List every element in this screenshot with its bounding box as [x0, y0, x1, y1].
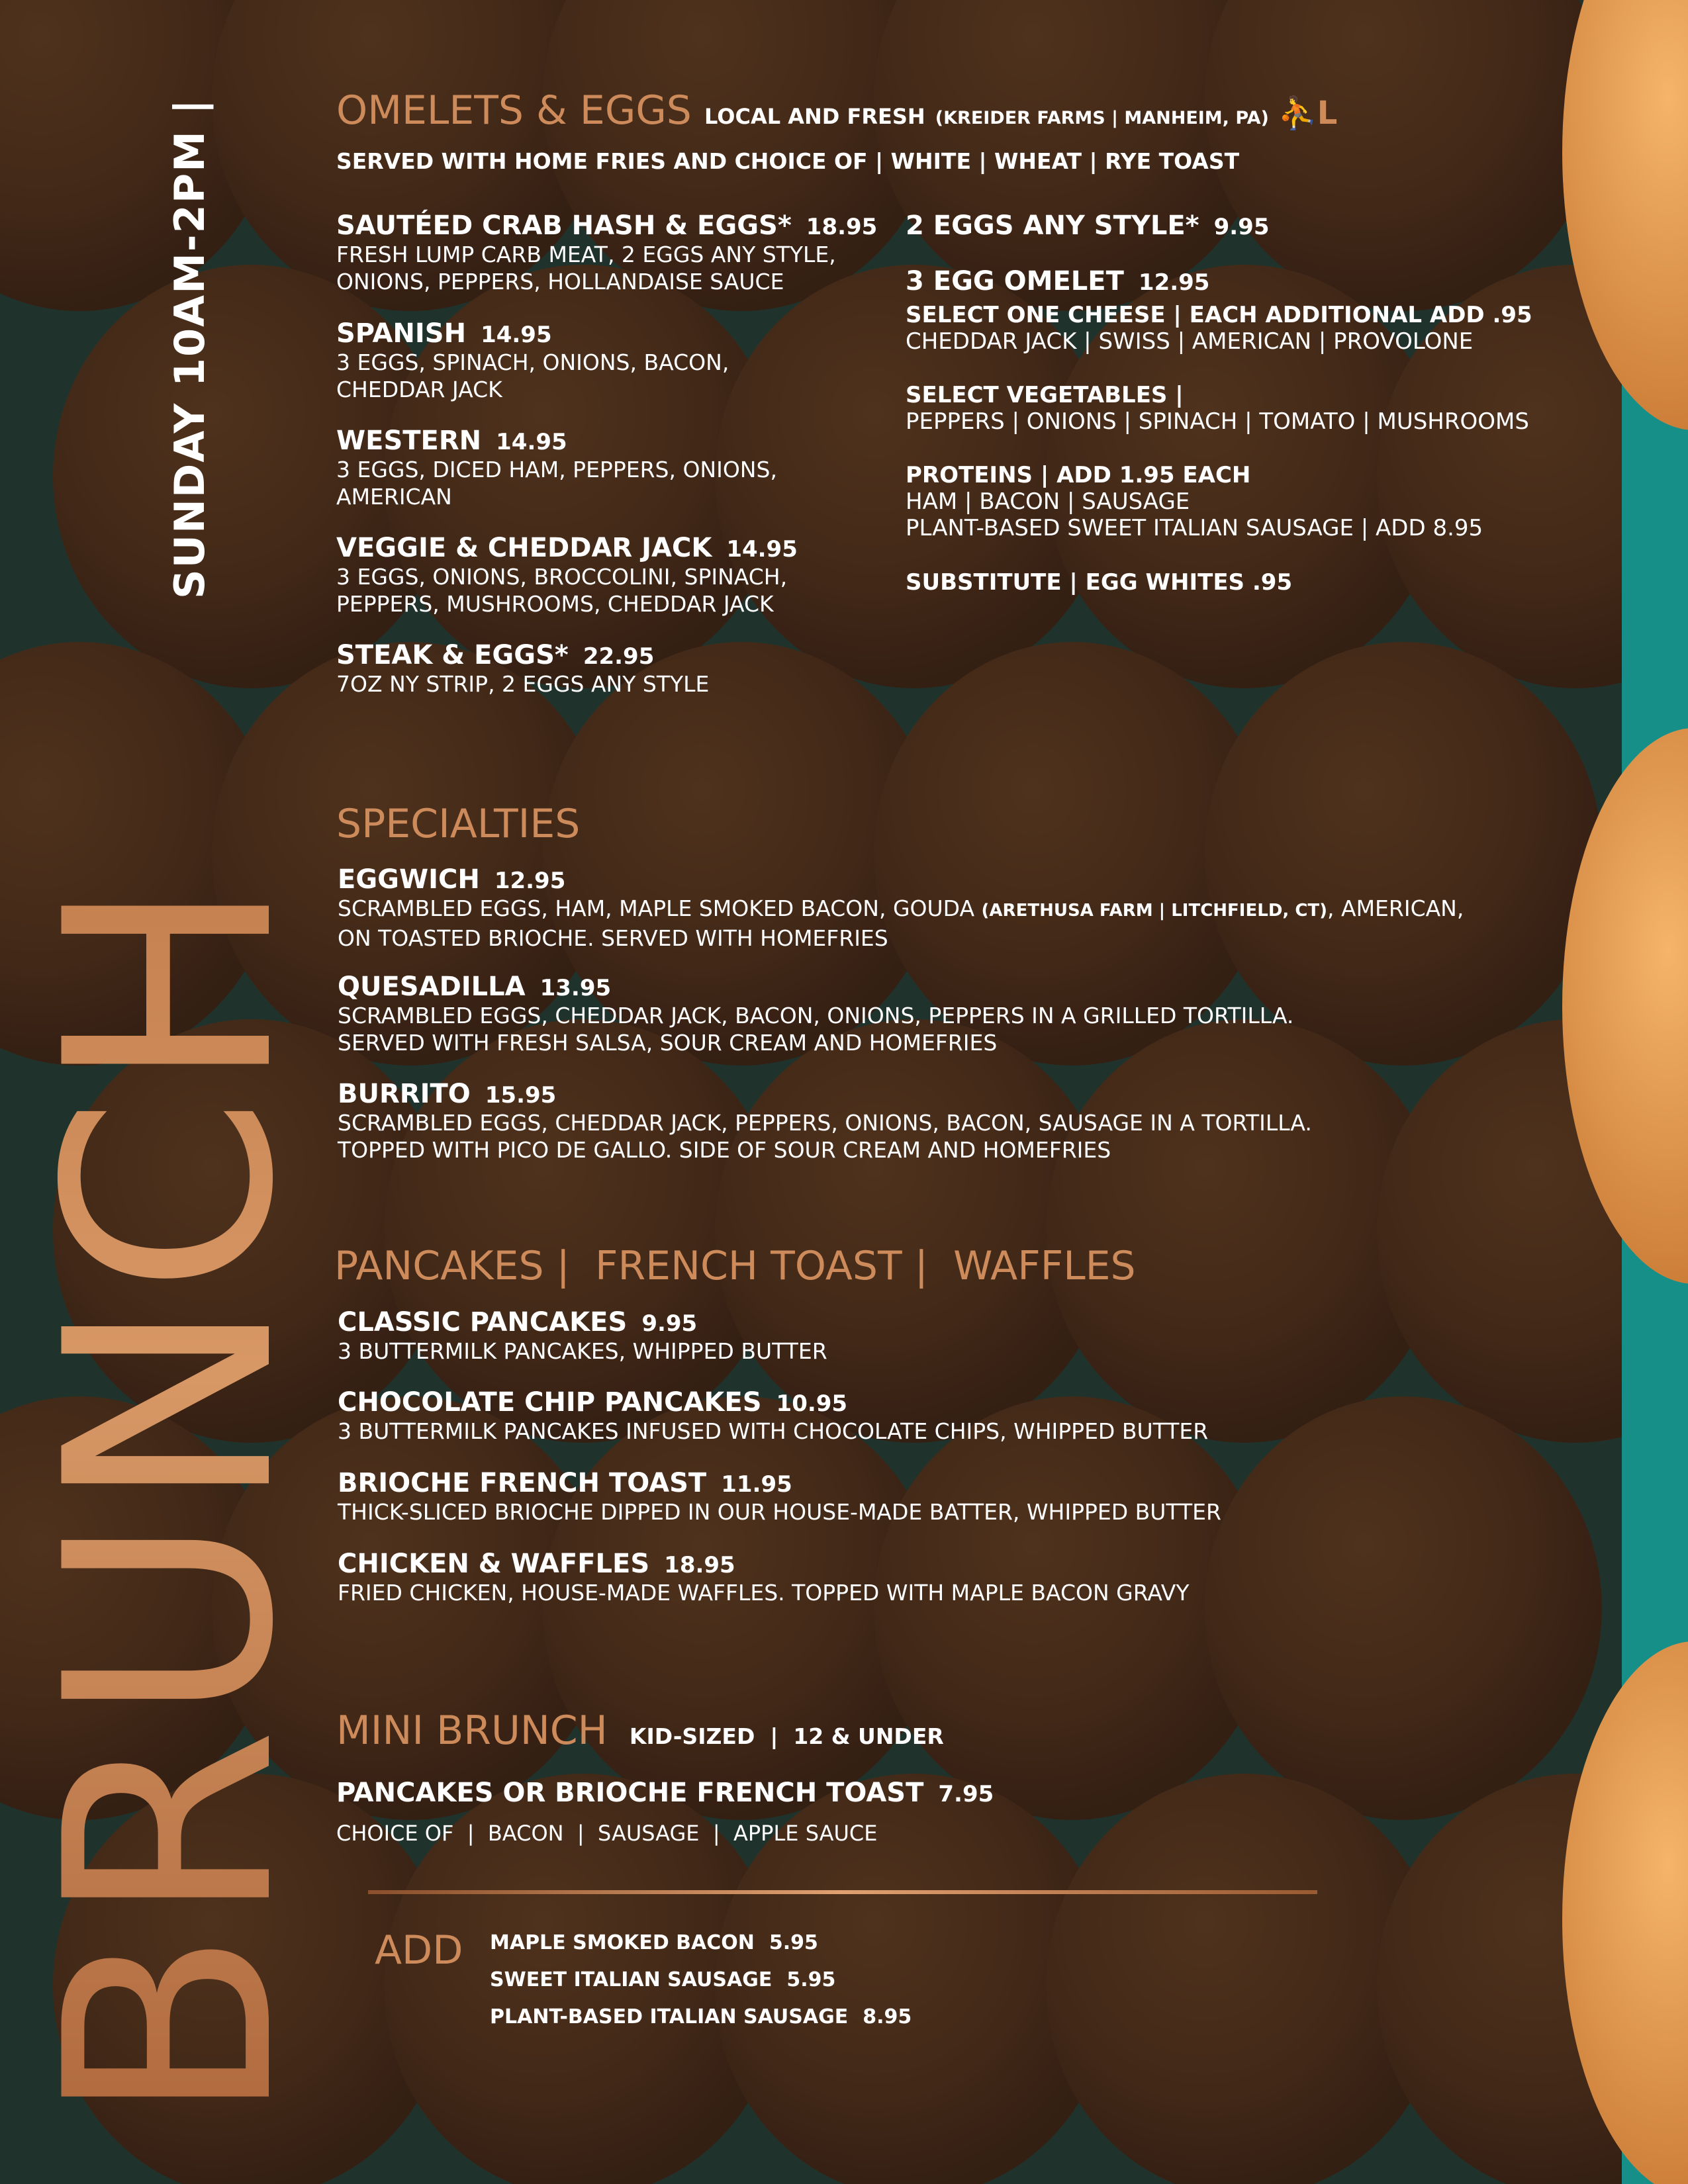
item-desc: ON TOASTED BRIOCHE. SERVED WITH HOMEFRIES	[338, 925, 888, 951]
item-desc: , AMERICAN,	[1327, 895, 1464, 921]
item-name: 2 EGGS ANY STYLE*	[906, 210, 1199, 241]
item-name: CHICKEN & WAFFLES	[338, 1549, 650, 1579]
omelets-source: (KREIDER FARMS | MANHEIM, PA)	[935, 108, 1269, 128]
menu-item	[906, 266, 1209, 296]
omelets-title: OMELETS & EGGS	[336, 87, 692, 134]
add-item-price: 5.95	[769, 1931, 818, 1954]
add-item-name: PLANT-BASED ITALIAN SAUSAGE	[490, 2005, 849, 2028]
item-price: 10.95	[776, 1390, 848, 1417]
item-desc: 3 BUTTERMILK PANCAKES INFUSED WITH CHOCOLATE CHIPS, WHIPPED BUTTER	[338, 1418, 1209, 1444]
menu-item	[336, 533, 798, 617]
omelets-served: SERVED WITH HOME FRIES AND CHOICE OF | WHITE | WHEAT | RYE TOAST	[336, 148, 1240, 174]
protein-heading: PROTEINS | ADD 1.95 EACH	[906, 462, 1251, 488]
item-desc: SCRAMBLED EGGS, CHEDDAR JACK, BACON, ONIONS, PEPPERS IN A GRILLED TORTILLA.	[338, 1003, 1294, 1028]
menu-item	[338, 1307, 827, 1365]
item-name: WESTERN	[336, 426, 482, 456]
mini-header	[336, 1707, 944, 1754]
menu-item	[336, 210, 877, 295]
item-desc: SCRAMBLED EGGS, CHEDDAR JACK, PEPPERS, ONIONS, BACON, SAUSAGE IN A TORTILLA.	[338, 1110, 1312, 1136]
menu-item	[336, 640, 709, 698]
item-name: SAUTÉED CRAB HASH & EGGS*	[336, 210, 792, 241]
farm-logo-letter: L	[1317, 95, 1338, 132]
item-desc: ONIONS, PEPPERS, HOLLANDAISE SAUCE	[336, 269, 784, 295]
mini-note: KID-SIZED | 12 & UNDER	[629, 1723, 944, 1749]
item-desc: CHEDDAR JACK	[336, 377, 502, 402]
gouda-source: (ARETHUSA FARM | LITCHFIELD, CT)	[981, 901, 1328, 921]
menu-item	[906, 210, 1269, 241]
item-desc: TOPPED WITH PICO DE GALLO. SIDE OF SOUR CREAM AND HOMEFRIES	[338, 1137, 1111, 1163]
item-name: 3 EGG OMELET	[906, 266, 1124, 296]
item-name: PANCAKES OR BRIOCHE FRENCH TOAST	[336, 1778, 924, 1808]
omelets-tagline: LOCAL AND FRESH	[704, 104, 925, 129]
menu-item	[338, 1079, 1312, 1163]
item-price: 14.95	[726, 536, 798, 563]
mini-choice: CHOICE OF | BACON | SAUSAGE | APPLE SAUCE	[336, 1821, 878, 1846]
item-name: CHOCOLATE CHIP PANCAKES	[338, 1387, 762, 1418]
pancakes-title: PANCAKES | FRENCH TOAST | WAFFLES	[334, 1243, 1136, 1289]
add-title: ADD	[375, 1927, 463, 1974]
item-desc: 7OZ NY STRIP, 2 EGGS ANY STYLE	[336, 671, 710, 697]
item-name: QUESADILLA	[338, 972, 526, 1002]
item-name: CLASSIC PANCAKES	[338, 1307, 628, 1338]
menu-item	[338, 1549, 1190, 1606]
substitute-option	[906, 569, 1292, 596]
item-desc: AMERICAN	[336, 484, 452, 510]
item-price: 14.95	[496, 429, 567, 455]
item-desc: 3 EGGS, DICED HAM, PEPPERS, ONIONS,	[336, 457, 777, 482]
add-item	[490, 1931, 818, 1954]
item-desc: 3 EGGS, SPINACH, ONIONS, BACON,	[336, 349, 729, 375]
item-desc: PEPPERS, MUSHROOMS, CHEDDAR JACK	[336, 591, 774, 617]
menu-item	[338, 864, 1464, 952]
menu-item	[338, 1468, 1221, 1525]
item-name: BRIOCHE FRENCH TOAST	[338, 1468, 707, 1498]
menu-item	[336, 1778, 994, 1808]
vegetable-options	[906, 382, 1529, 435]
item-price: 11.95	[721, 1471, 792, 1498]
item-name: EGGWICH	[338, 864, 480, 895]
item-name: BURRITO	[338, 1079, 471, 1109]
item-desc: FRIED CHICKEN, HOUSE-MADE WAFFLES. TOPPED WITH MAPLE BACON GRAVY	[338, 1580, 1190, 1606]
item-price: 12.95	[494, 868, 566, 894]
item-price: 9.95	[641, 1310, 698, 1337]
menu-item	[338, 1387, 1208, 1445]
item-desc: THICK-SLICED BRIOCHE DIPPED IN OUR HOUSE-MADE BATTER, WHIPPED BUTTER	[338, 1499, 1221, 1525]
add-item-name: SWEET ITALIAN SAUSAGE	[490, 1968, 773, 1991]
hours-label: SUNDAY 10AM-2PM |	[165, 97, 214, 599]
item-desc: SCRAMBLED EGGS, HAM, MAPLE SMOKED BACON, GOUDA	[338, 895, 982, 921]
item-price: 7.95	[938, 1781, 994, 1807]
item-name: VEGGIE & CHEDDAR JACK	[336, 533, 712, 563]
item-price: 18.95	[664, 1552, 735, 1578]
item-price: 12.95	[1138, 269, 1210, 296]
vegetable-list: PEPPERS | ONIONS | SPINACH | TOMATO | MUSHROOMS	[906, 408, 1529, 435]
brunch-title: BRUNCH	[5, 874, 336, 2124]
vegetable-heading: SELECT VEGETABLES |	[906, 382, 1184, 408]
item-price: 13.95	[539, 975, 612, 1001]
item-desc: FRESH LUMP CARB MEAT, 2 EGGS ANY STYLE,	[336, 242, 836, 267]
cheese-list: CHEDDAR JACK | SWISS | AMERICAN | PROVOLONE	[906, 328, 1474, 355]
item-desc: 3 EGGS, ONIONS, BROCCOLINI, SPINACH,	[336, 564, 788, 590]
substitute-text: SUBSTITUTE | EGG WHITES .95	[906, 569, 1293, 596]
add-item	[490, 1968, 835, 1991]
protein-options	[906, 462, 1483, 541]
menu-item	[336, 426, 777, 510]
menu-item	[338, 972, 1293, 1056]
add-item-price: 8.95	[863, 2005, 912, 2028]
item-price: 18.95	[806, 214, 878, 240]
item-name: SPANISH	[336, 318, 467, 349]
add-item-name: MAPLE SMOKED BACON	[490, 1931, 755, 1954]
item-price: 14.95	[481, 322, 552, 348]
item-desc: 3 BUTTERMILK PANCAKES, WHIPPED BUTTER	[338, 1338, 827, 1364]
menu-item	[336, 318, 729, 403]
item-desc: SERVED WITH FRESH SALSA, SOUR CREAM AND HOMEFRIES	[338, 1030, 998, 1056]
item-name: STEAK & EGGS*	[336, 640, 569, 670]
cheese-heading: SELECT ONE CHEESE | EACH ADDITIONAL ADD .95	[906, 302, 1532, 328]
item-price: 9.95	[1213, 214, 1270, 240]
specialties-title: SPECIALTIES	[336, 801, 581, 847]
farm-logo-icon: ⛹L	[1277, 95, 1338, 132]
cheese-options	[906, 302, 1532, 355]
protein-extra: PLANT-BASED SWEET ITALIAN SAUSAGE | ADD 8.95	[906, 515, 1483, 541]
add-item	[490, 2005, 912, 2028]
add-item-price: 5.95	[786, 1968, 836, 1991]
item-price: 22.95	[583, 643, 655, 670]
omelets-header	[336, 87, 1337, 134]
mini-title: MINI BRUNCH	[336, 1707, 608, 1754]
item-price: 15.95	[485, 1082, 557, 1109]
protein-list: HAM | BACON | SAUSAGE	[906, 488, 1190, 515]
